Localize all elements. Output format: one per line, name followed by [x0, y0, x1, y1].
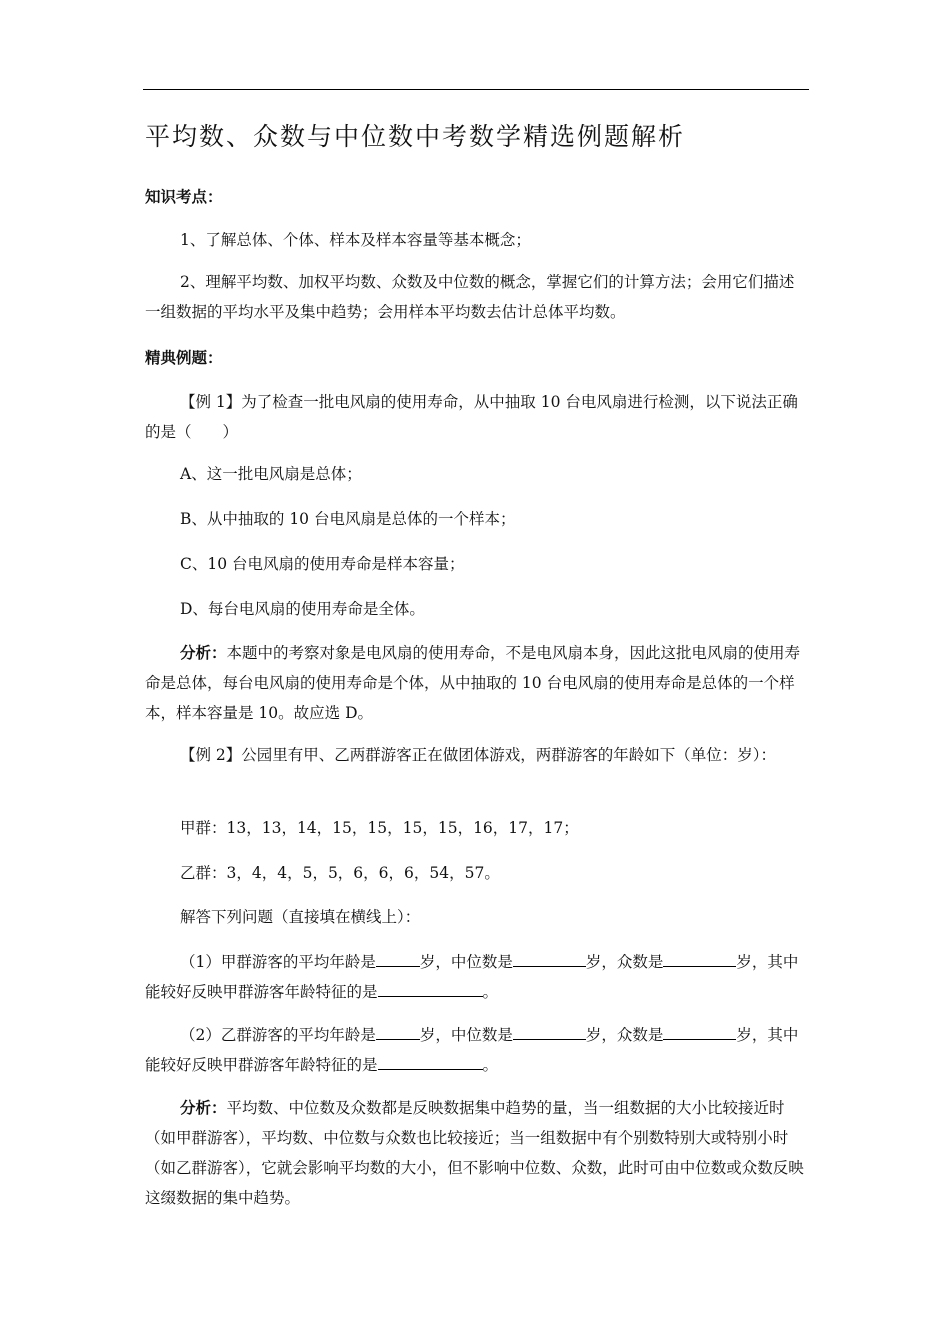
analysis-label-2: 分析： [180, 1098, 227, 1117]
example-2-tag: 【例 2】 [180, 746, 242, 764]
q1-mode-blank[interactable] [663, 950, 736, 967]
q2-text-3: 岁，众数是 [585, 1026, 664, 1044]
option-a: A、这一批电风扇是总体； [180, 465, 362, 483]
question-1 [145, 947, 805, 1007]
knowledge-item-2: 2、理解平均数、加权平均数、众数及中位数的概念，掌握它们的计算方法；会用它们描述一组数据的平均水平及集中趋势；会用样本平均数去估计总体平均数。 [145, 273, 795, 321]
q2-mode-blank[interactable] [663, 1023, 736, 1040]
q1-text-5: 。 [482, 983, 499, 1001]
q1-feature-blank[interactable] [378, 980, 483, 997]
q1-text-4: 岁，其中能较好反映甲群游客年龄特征的是 [145, 953, 799, 1001]
examples-heading: 精典例题： [145, 348, 223, 367]
example-2-text: 公园里有甲、乙两群游客正在做团体游戏，两群游客的年龄如下（单位：岁）： [241, 746, 777, 764]
question-2 [145, 1020, 805, 1080]
page-title: 平均数、众数与中位数中考数学精选例题解析 [145, 122, 686, 151]
example-1-question [145, 387, 805, 447]
q2-text-5: 。 [482, 1056, 499, 1074]
q2-text-4: 岁，其中能较好反映甲群游客年龄特征的是 [145, 1026, 799, 1074]
q1-mean-blank[interactable] [376, 950, 420, 967]
analysis-text-2: 平均数、中位数及众数都是反映数据集中趋势的量，当一组数据的大小比较接近时（如甲群游客），平均数、中位数与众数也比较接近；当一组数据中有个别数特别大或特别小时（如乙群游客），它就会影响平均数的大小，但不影响中位数、众数，此时可由中位数或众数反映这缀数据的集中趋势。 [145, 1099, 804, 1207]
instruction: 解答下列问题（直接填在横线上）： [180, 908, 421, 926]
q1-text-1: （1）甲群游客的平均年龄是 [180, 953, 376, 971]
option-b: B、从中抽取的 10 台电风扇是总体的一个样本； [180, 510, 516, 528]
q1-median-blank[interactable] [513, 950, 586, 967]
q2-feature-blank[interactable] [378, 1053, 483, 1070]
knowledge-heading: 知识考点： [145, 187, 223, 206]
analysis-label: 分析： [180, 643, 227, 662]
q1-text-3: 岁，众数是 [585, 953, 664, 971]
group-a-ages: 甲群：13，13，14，15，15，15，15，16，17，17； [180, 819, 579, 837]
q2-median-blank[interactable] [513, 1023, 586, 1040]
example-1-analysis [145, 638, 805, 728]
q2-mean-blank[interactable] [376, 1023, 420, 1040]
option-d: D、每台电风扇的使用寿命是全体。 [180, 600, 425, 618]
analysis-text: 本题中的考察对象是电风扇的使用寿命，不是电风扇本身，因此这批电风扇的使用寿命是总体，每台电风扇的使用寿命是个体，从中抽取的 10 台电风扇的使用寿命是总体的一个样本，样本容量是 10。故应选 D。 [145, 644, 801, 722]
group-b-ages: 乙群：3，4，4，5，5，6，6，6，54，57。 [180, 864, 500, 882]
example-1-tag: 【例 1】 [180, 393, 242, 411]
header-rule [143, 89, 809, 90]
knowledge-item-1: 1、了解总体、个体、样本及样本容量等基本概念； [180, 231, 531, 249]
example-2-question [145, 740, 805, 770]
q1-text-2: 岁，中位数是 [419, 953, 513, 971]
example-2-analysis [145, 1093, 805, 1213]
example-1-text: 为了检查一批电风扇的使用寿命，从中抽取 10 台电风扇进行检测，以下说法正确的是（ ） [145, 393, 798, 441]
q2-text-1: （2）乙群游客的平均年龄是 [180, 1026, 376, 1044]
option-c: C、10 台电风扇的使用寿命是样本容量； [180, 555, 465, 573]
q2-text-2: 岁，中位数是 [419, 1026, 513, 1044]
